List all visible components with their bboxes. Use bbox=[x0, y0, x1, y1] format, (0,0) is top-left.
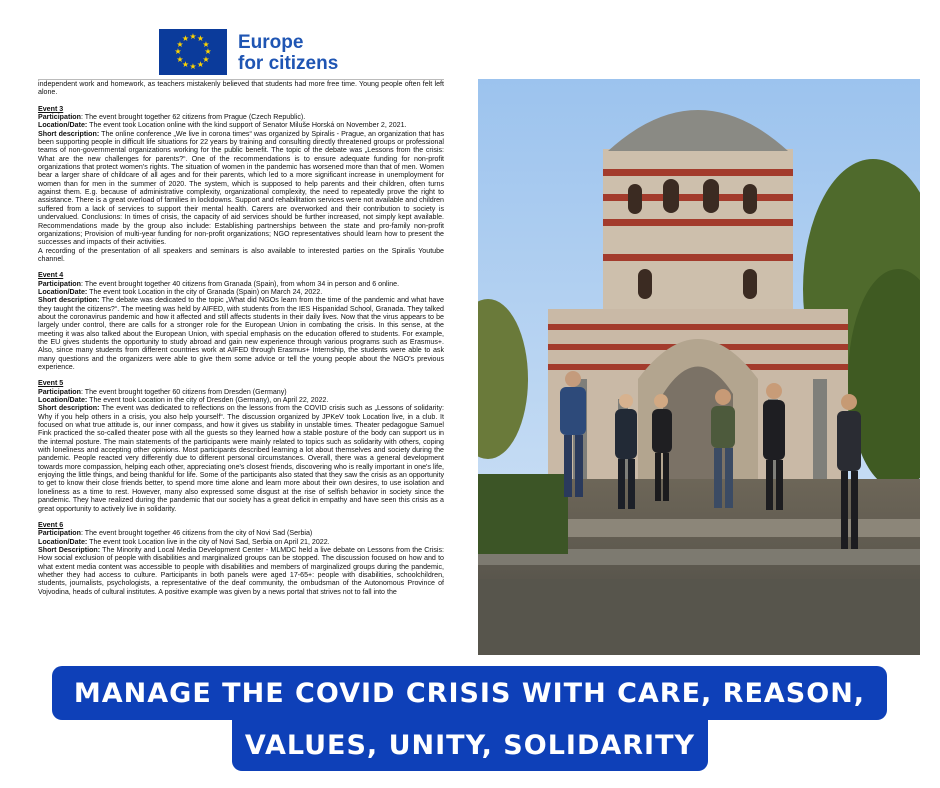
event-heading: Event 6 bbox=[38, 520, 64, 529]
eu-star-icon: ★ bbox=[204, 47, 212, 56]
event-location: Location/Date: The event took Location online with the kind support of Senator Miluše Horská on November 2, 2021. bbox=[38, 121, 407, 130]
eu-star-icon: ★ bbox=[176, 39, 184, 49]
eu-star-icon: ★ bbox=[196, 59, 205, 69]
eu-star-icon: ★ bbox=[189, 32, 197, 41]
group-at-monument-photo bbox=[478, 79, 920, 655]
eu-star-icon: ★ bbox=[181, 59, 190, 69]
doc-intro: independent work and homework, as teachers mistakenly believed that students had more free time. Young people often felt left alone. bbox=[38, 80, 444, 97]
eu-star-icon: ★ bbox=[189, 62, 197, 71]
eu-star-icon: ★ bbox=[181, 34, 190, 43]
eu-star-icon: ★ bbox=[176, 54, 184, 64]
event-description: Short Description: The Minority and Local Media Development Center - MLMDC held a live debate on Lessons from the Crisis: How social exclusion of people with disabilities and marginalized groups can be stopped. The discussion focused on how and to what extent media content was accessible to people with disabilities and members of marginalized groups during the pandemic, whether they had access to culture. Participants in both panels were aged 17-65+: people with disabilities, schoolchildren, students, journalists, psychologists, a representative of the deaf community, the ombudsman of the Autonomous Province of Vojvodina, heads of cultural institutes. A positive example was given by a news portal that strives not to fall into the bbox=[38, 545, 444, 596]
event-participation: Participation: The event brought together 62 citizens from Prague (Czech Republic). bbox=[38, 113, 306, 122]
event-section bbox=[38, 521, 444, 596]
document-page bbox=[38, 79, 444, 658]
event-participation: Participation: The event brought together 60 citizens from Dresden (Germany) bbox=[38, 387, 287, 396]
eu-flag-icon bbox=[159, 29, 227, 75]
event-extra: A recording of the presentation of all speakers and seminars is also available to interested parties on the Spiralis Youtube channel. bbox=[38, 246, 444, 263]
eu-star-icon: ★ bbox=[174, 47, 182, 56]
banner-line-2: VALUES, UNITY, SOLIDARITY bbox=[232, 720, 708, 771]
event-section bbox=[38, 271, 444, 371]
banner-line-1: MANAGE THE COVID CRISIS WITH CARE, REASON, bbox=[52, 666, 887, 720]
event-section bbox=[38, 105, 444, 264]
event-participation: Participation: The event brought together 46 citizens from the city of Novi Sad (Serbia) bbox=[38, 529, 313, 538]
europe-for-citizens-logo bbox=[159, 29, 338, 77]
event-description: Short description: The event was dedicated to reflections on the lessons from the COVID crisis such as „Lessons of solidarity: Why if you help others in a crisis, you also help yourself“. The discussion organized by JPKeV took Location live, in a club. It focused on what true attitude is, our inner compass, and how it gives us stability in unstable times. Theater pedagogue Samuel Fink practiced the so-called theater pose with all the guests so they learned how a stable posture of the body can support us in the internal posture. The main statements of the participants were mainly related to topics such as solidarity with others, coping with loneliness and accepting other opinions. Most participants described learning a lot about themselves and society during the pandemic. People reacted very differently due to different personal circumstances. Overall, there was a general development towards more compassion, helping each other, appreciating one's closest friends, discovering who is really important in one's life, enjoying the little things, and being thankful for life. Some of the participants also stated that they saw the crisis as an opportunity to get to know their close friends better, to spend more time alone and learn more about their own desires, to use isolation and loneliness as a time to rest. However, many also expressed some disgust at the rise of selfish behavior in society since the pandemic. They have realized during the pandemic that our society has a great deficit in empathy and have seen this crisis as a great opportunity to actively live in solidarity. bbox=[38, 404, 444, 513]
event-location: Location/Date: The event took Location live in the city of Novi Sad, Serbia on April 21, 2022. bbox=[38, 537, 330, 546]
eu-star-icon: ★ bbox=[202, 54, 210, 64]
event-section bbox=[38, 379, 444, 513]
event-description: Short description: The online conference „We live in corona times“ was organized by Spiralis - Prague, an organization that has been supporting people in difficult life situations for 22 years by training and consulting directly threatened groups or professional teams of non-governmental organizations working for the public benefit. The topic of the debate was „Lessons from the crisis: What are the new challenges for parents?“. One of the recommendations is to ensure adequate funding for non-profit organizations that protect women's rights. The situation of women in the pandemic has worsened more than that of men. Women bear a larger share of childcare of all ages and for their parents, which led to a more significant increase in unemployment for women than for men in the summer of 2020. The system, which is supposed to help parents and their children, often turns against them. E.g. because of administrative complexity, organizational complexity, the need to repeatedly prove the right to assistance. There is a great overload of families in lockdowns. Support and rehabilitation services were not available and children suffered from a lack of services to support their mental health. Carers are overworked and their contribution to society is undervalued. Conclusions: In times of crisis, the capacity of aid services should be further increased, not simply kept available. Recommendations made by the group also include: Establishing partnerships between the state and pro-family non-profit organizations; Provision of multi-year funding for non-profit organizations; NGO representatives should learn how to present the successes and impacts of their activities. bbox=[38, 129, 444, 247]
logo-line-1: Europe bbox=[238, 32, 304, 53]
logo-text bbox=[238, 32, 338, 74]
event-heading: Event 3 bbox=[38, 104, 64, 113]
event-heading: Event 5 bbox=[38, 379, 64, 388]
event-participation: Participation: The event brought together 40 citizens from Granada (Spain), from whom 34 in person and 6 online. bbox=[38, 279, 400, 288]
eu-star-icon: ★ bbox=[196, 34, 205, 43]
event-location: Location/Date: The event took Location in the city of Dresden (Germany), on April 22, 2022. bbox=[38, 396, 329, 405]
event-heading: Event 4 bbox=[38, 271, 64, 280]
logo-line-2: for citizens bbox=[238, 53, 339, 74]
eu-star-icon: ★ bbox=[202, 39, 210, 49]
event-description: Short description: The debate was dedicated to the topic „What did NGOs learn from the time of the pandemic and what have they taught the citizens?“. The meeting was held by AIFED, with students from the IES Hispanidad School, Granada. They talked about the coronavirus pandemic and how it affected and still affects students in their daily lives. Now that the virus appears to be largely under control, there are calls for a stronger role for the European Union in combating the crisis. In this sense, at the meeting it was also talked about the European Union, with special emphasis on the education offered to students. For example, the EU gives students the opportunity to study abroad and gain new experience through various programs such as Erasmus+. Also, since many students from different countries work at AIFED through Erasmus+ Internship, the students were able to ask many questions and the organizers were able to give them some advice or tell the young people about the NGO's previous experience. bbox=[38, 296, 444, 371]
event-location: Location/Date: The event took Location in the city of Granada (Spain) on March 24, 2022. bbox=[38, 287, 323, 296]
